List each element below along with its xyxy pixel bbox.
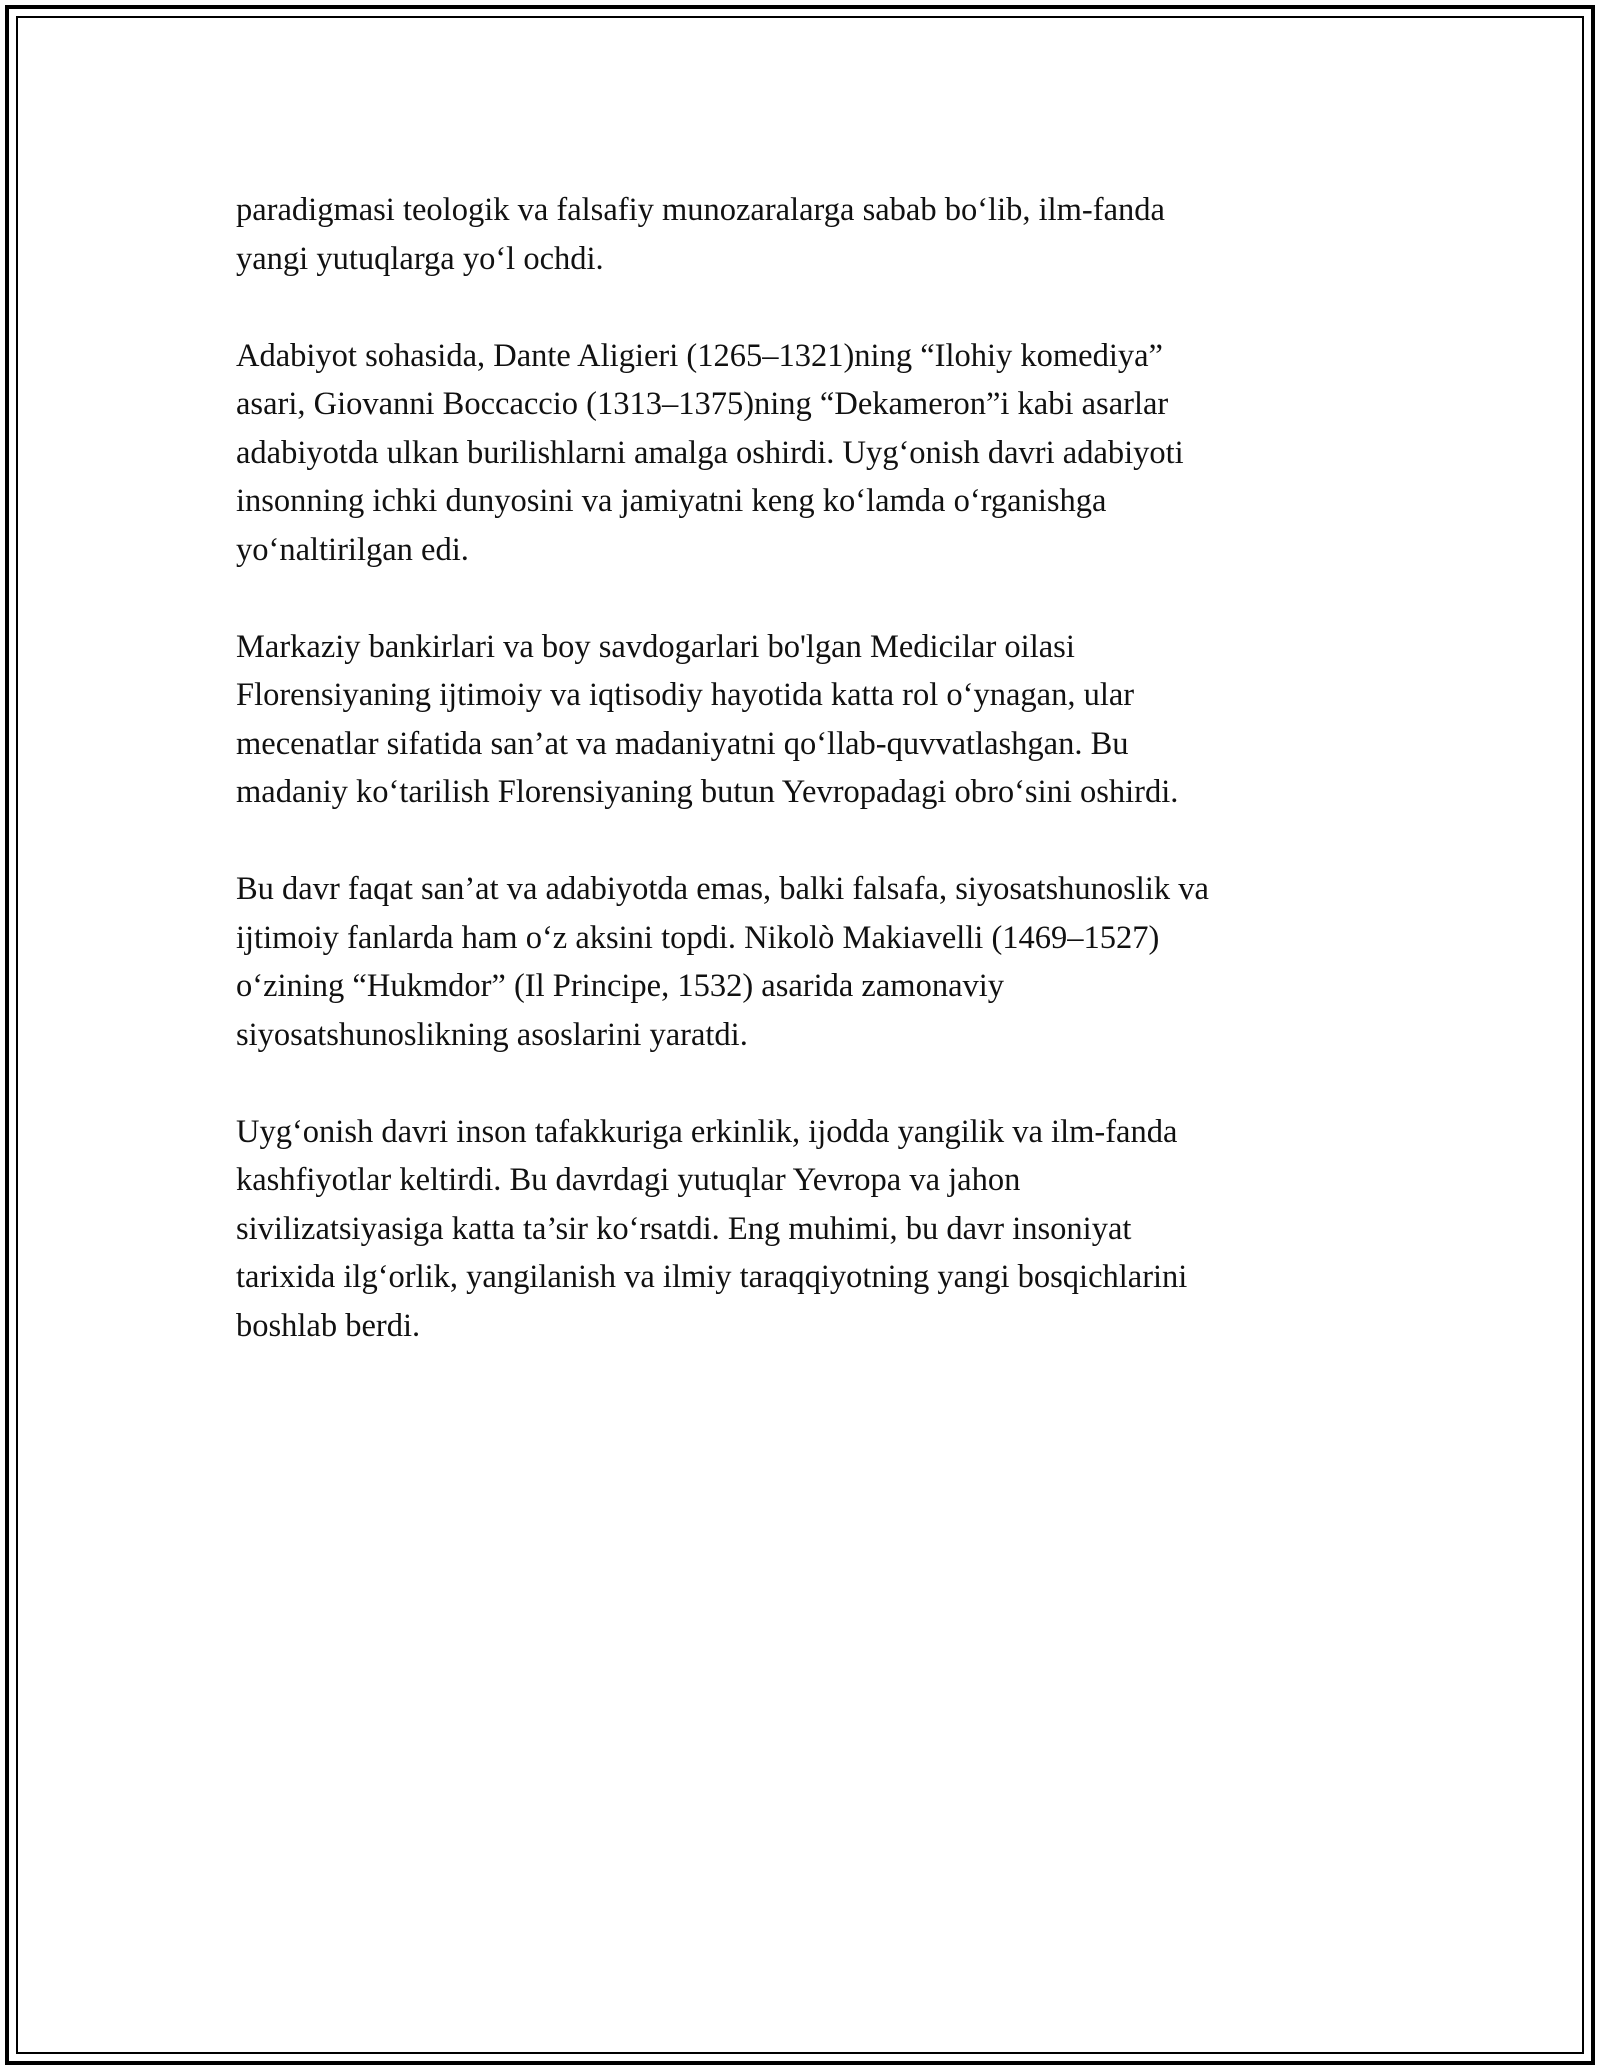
paragraph-literature: Adabiyot sohasida, Dante Aligieri (1265–1321)ning “Ilohiy komediya” asari, Giovanni Boccaccio (1313–1375)ning “Dekameron”i kabi asarlar adabiyotda ulkan burilishlarni amalga oshirdi. Uyg‘onish davri adabiyoti insonning ichki dunyosini va jamiyatni keng ko‘lamda o‘rganishga yo‘naltirilgan edi. (236, 337, 1184, 568)
paragraph-medici: Markaziy bankirlari va boy savdogarlari bo'lgan Medicilar oilasi Florensiyaning ijtimoiy va iqtisodiy hayotida katta rol o‘ynagan, ular mecenatlar sifatida san’at va madaniyatni qo‘llab-quvvatlashgan. Bu madaniy ko‘tarilish Florensiyaning butun Yevropadagi obro‘sini oshirdi. (236, 628, 1179, 810)
paragraph-conclusion: Uyg‘onish davri inson tafakkuriga erkinlik, ijodda yangilik va ilm-fanda kashfiyotlar keltirdi. Bu davrdagi yutuqlar Yevropa va jahon sivilizatsiyasiga katta ta’sir ko‘rsatdi. Eng muhimi, bu davr insoniyat tarixida ilg‘orlik, yangilanish va ilmiy taraqqiyotning yangi bosqichlarini boshlab berdi. (236, 1113, 1188, 1344)
document-body (236, 186, 1376, 1399)
paragraph-machiavelli: Bu davr faqat san’at va adabiyotda emas, balki falsafa, siyosatshunoslik va ijtimoiy fanlarda ham o‘z aksini topdi. Nikolò Makiavelli (1469–1527) o‘zining “Hukmdor” (Il Principe, 1532) asarida zamonaviy siyosatshunoslikning asoslarini yaratdi. (236, 871, 1209, 1053)
paragraph-intro-continuation: paradigmasi teologik va falsafiy munozaralarga sabab bo‘lib, ilm-fanda yangi yutuqlarga yo‘l ochdi. (236, 192, 1165, 277)
